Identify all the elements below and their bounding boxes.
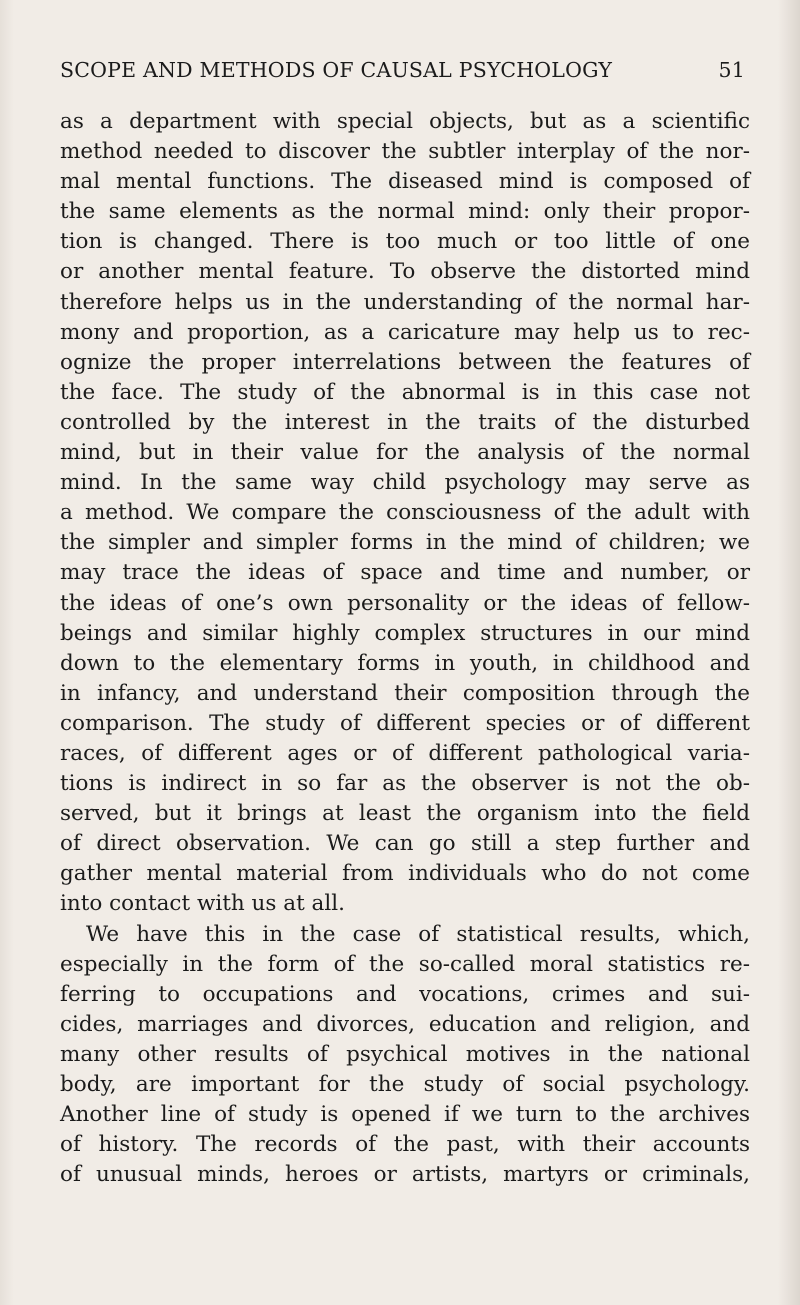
text-line: ognize the proper interrelations between the features of [60,349,750,375]
text-line: ferring to occupations and vocations, crimes and sui- [60,981,750,1007]
text-line: may trace the ideas of space and time and number, or [60,560,750,586]
text-line: down to the elementary forms in youth, in childhood and [60,650,750,676]
text-line: tions is indirect in so far as the observer is not the ob- [60,771,750,797]
text-line: method needed to discover the subtler interplay of the nor- [60,139,750,165]
paragraph-end-line: into contact with us at all. [60,891,345,917]
text-line: gather mental material from individuals who do not come [60,861,750,887]
text-line: the face. The study of the abnormal is in this case not [60,379,750,405]
text-line: especially in the form of the so-called moral statistics re- [60,951,750,977]
text-line: of direct observation. We can go still a step further and [60,831,750,857]
text-line: beings and similar highly complex structures in our mind [60,620,750,646]
text-line: the same elements as the normal mind: only their propor- [60,199,750,225]
text-line: a method. We compare the consciousness of the adult with [60,500,750,526]
body-text [60,107,750,1190]
text-line: Another line of study is opened if we turn to the archives [60,1102,750,1128]
page-number: 51 [718,58,745,82]
text-line: mal mental functions. The diseased mind is composed of [60,169,750,195]
text-line: races, of different ages or of different pathological varia- [60,740,750,766]
text-line: body, are important for the study of social psychology. [60,1072,750,1097]
text-line: of history. The records of the past, with their accounts [60,1132,750,1158]
text-line: the ideas of one’s own personality or the ideas of fellow- [60,590,750,616]
running-title: SCOPE AND METHODS OF CAUSAL PSYCHOLOGY [60,58,613,82]
text-line: as a department with special objects, but as a scientific [60,109,750,134]
text-line: mind, but in their value for the analysis of the normal [60,440,750,466]
paragraph-start-line: We have this in the case of statistical results, which, [86,921,750,947]
text-line: mony and proportion, as a caricature may help us to rec- [60,319,750,345]
page-gutter-shadow [0,0,14,1305]
text-line: many other results of psychical motives in the national [60,1041,750,1067]
text-line: in infancy, and understand their composition through the [60,680,750,706]
text-line: comparison. The study of different species or of different [60,710,750,736]
text-line: tion is changed. There is too much or too little of one [60,229,750,255]
text-line: controlled by the interest in the traits of the disturbed [60,409,750,435]
text-line: of unusual minds, heroes or artists, martyrs or criminals, [60,1162,750,1188]
text-line: served, but it brings at least the organism into the field [60,801,750,827]
page-edge-shadow [778,0,800,1305]
text-line: therefore helps us in the understanding of the normal har- [60,289,750,315]
text-line: or another mental feature. To observe the distorted mind [60,259,750,285]
text-line: mind. In the same way child psychology may serve as [60,470,750,496]
text-line: the simpler and simpler forms in the mind of children; we [60,530,750,556]
running-head [60,58,745,88]
text-line: cides, marriages and divorces, education and religion, and [60,1011,750,1037]
